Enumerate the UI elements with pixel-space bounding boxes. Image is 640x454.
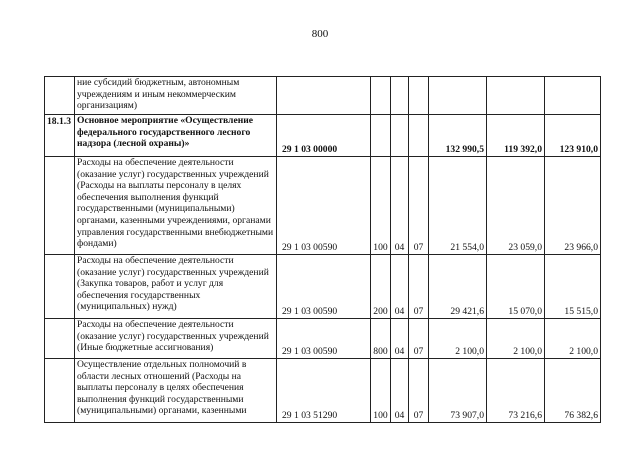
table-row	[45, 319, 601, 359]
target-article-code: 29 1 03 51290	[277, 359, 371, 423]
amount-year-3: 76 382,6	[545, 359, 601, 423]
table-row	[45, 115, 601, 157]
amount-year-2	[487, 77, 545, 115]
expense-type-code	[371, 77, 391, 115]
section-code: 04	[391, 255, 409, 319]
amount-year-1: 29 421,6	[429, 255, 487, 319]
row-description: Основное мероприятие «Осуществление федерального государственного лесного надзора (лесной охраны)»	[75, 115, 277, 157]
target-article-code: 29 1 03 00590	[277, 157, 371, 255]
expense-type-code: 100	[371, 359, 391, 423]
target-article-code: 29 1 03 00590	[277, 255, 371, 319]
section-code	[391, 77, 409, 115]
target-article-code: 29 1 03 00590	[277, 319, 371, 359]
subsection-code	[409, 115, 429, 157]
section-code: 04	[391, 359, 409, 423]
amount-year-2: 2 100,0	[487, 319, 545, 359]
expense-type-code: 200	[371, 255, 391, 319]
row-number	[45, 77, 75, 115]
row-description: Расходы на обеспечение деятельности (оказание услуг) государственных учреждений (Иные бюджетные ассигнования)	[75, 319, 277, 359]
row-description: Осуществление отдельных полномочий в области лесных отношений (Расходы на выплаты персоналу в целях обеспечения выполнения функций государственными (муниципальными) органами, казенными	[75, 359, 277, 423]
target-article-code: 29 1 03 00000	[277, 115, 371, 157]
amount-year-3: 2 100,0	[545, 319, 601, 359]
amount-year-1: 132 990,5	[429, 115, 487, 157]
row-description: Расходы на обеспечение деятельности (оказание услуг) государственных учреждений (Расходы на выплаты персоналу в целях обеспечения выполнения функций государственными (муниципальными) органами, казенными учреждениями, органами управления государственными внебюджетными фондами)	[75, 157, 277, 255]
subsection-code	[409, 77, 429, 115]
subsection-code: 07	[409, 157, 429, 255]
amount-year-2: 119 392,0	[487, 115, 545, 157]
amount-year-3: 23 966,0	[545, 157, 601, 255]
amount-year-3: 15 515,0	[545, 255, 601, 319]
table-row	[45, 359, 601, 423]
amount-year-1: 73 907,0	[429, 359, 487, 423]
table-row	[45, 255, 601, 319]
table-row	[45, 77, 601, 115]
amount-year-1	[429, 77, 487, 115]
amount-year-2: 23 059,0	[487, 157, 545, 255]
page-number: 800	[311, 28, 329, 40]
row-number	[45, 359, 75, 423]
amount-year-1: 21 554,0	[429, 157, 487, 255]
budget-table	[44, 76, 601, 423]
row-number	[45, 319, 75, 359]
expense-type-code	[371, 115, 391, 157]
subsection-code: 07	[409, 255, 429, 319]
subsection-code: 07	[409, 319, 429, 359]
row-number	[45, 255, 75, 319]
table-row	[45, 157, 601, 255]
table-body	[45, 77, 601, 423]
row-number: 18.1.3	[45, 115, 75, 157]
amount-year-2: 73 216,6	[487, 359, 545, 423]
subsection-code: 07	[409, 359, 429, 423]
row-description: Расходы на обеспечение деятельности (оказание услуг) государственных учреждений (Закупка товаров, работ и услуг для обеспечения государственных (муниципальных) нужд)	[75, 255, 277, 319]
amount-year-3	[545, 77, 601, 115]
target-article-code	[277, 77, 371, 115]
row-description: ние субсидий бюджетным, автономным учреждениям и иным некоммерческим организациям)	[75, 77, 277, 115]
amount-year-2: 15 070,0	[487, 255, 545, 319]
amount-year-3: 123 910,0	[545, 115, 601, 157]
row-number	[45, 157, 75, 255]
amount-year-1: 2 100,0	[429, 319, 487, 359]
expense-type-code: 100	[371, 157, 391, 255]
section-code	[391, 115, 409, 157]
section-code: 04	[391, 319, 409, 359]
section-code: 04	[391, 157, 409, 255]
expense-type-code: 800	[371, 319, 391, 359]
